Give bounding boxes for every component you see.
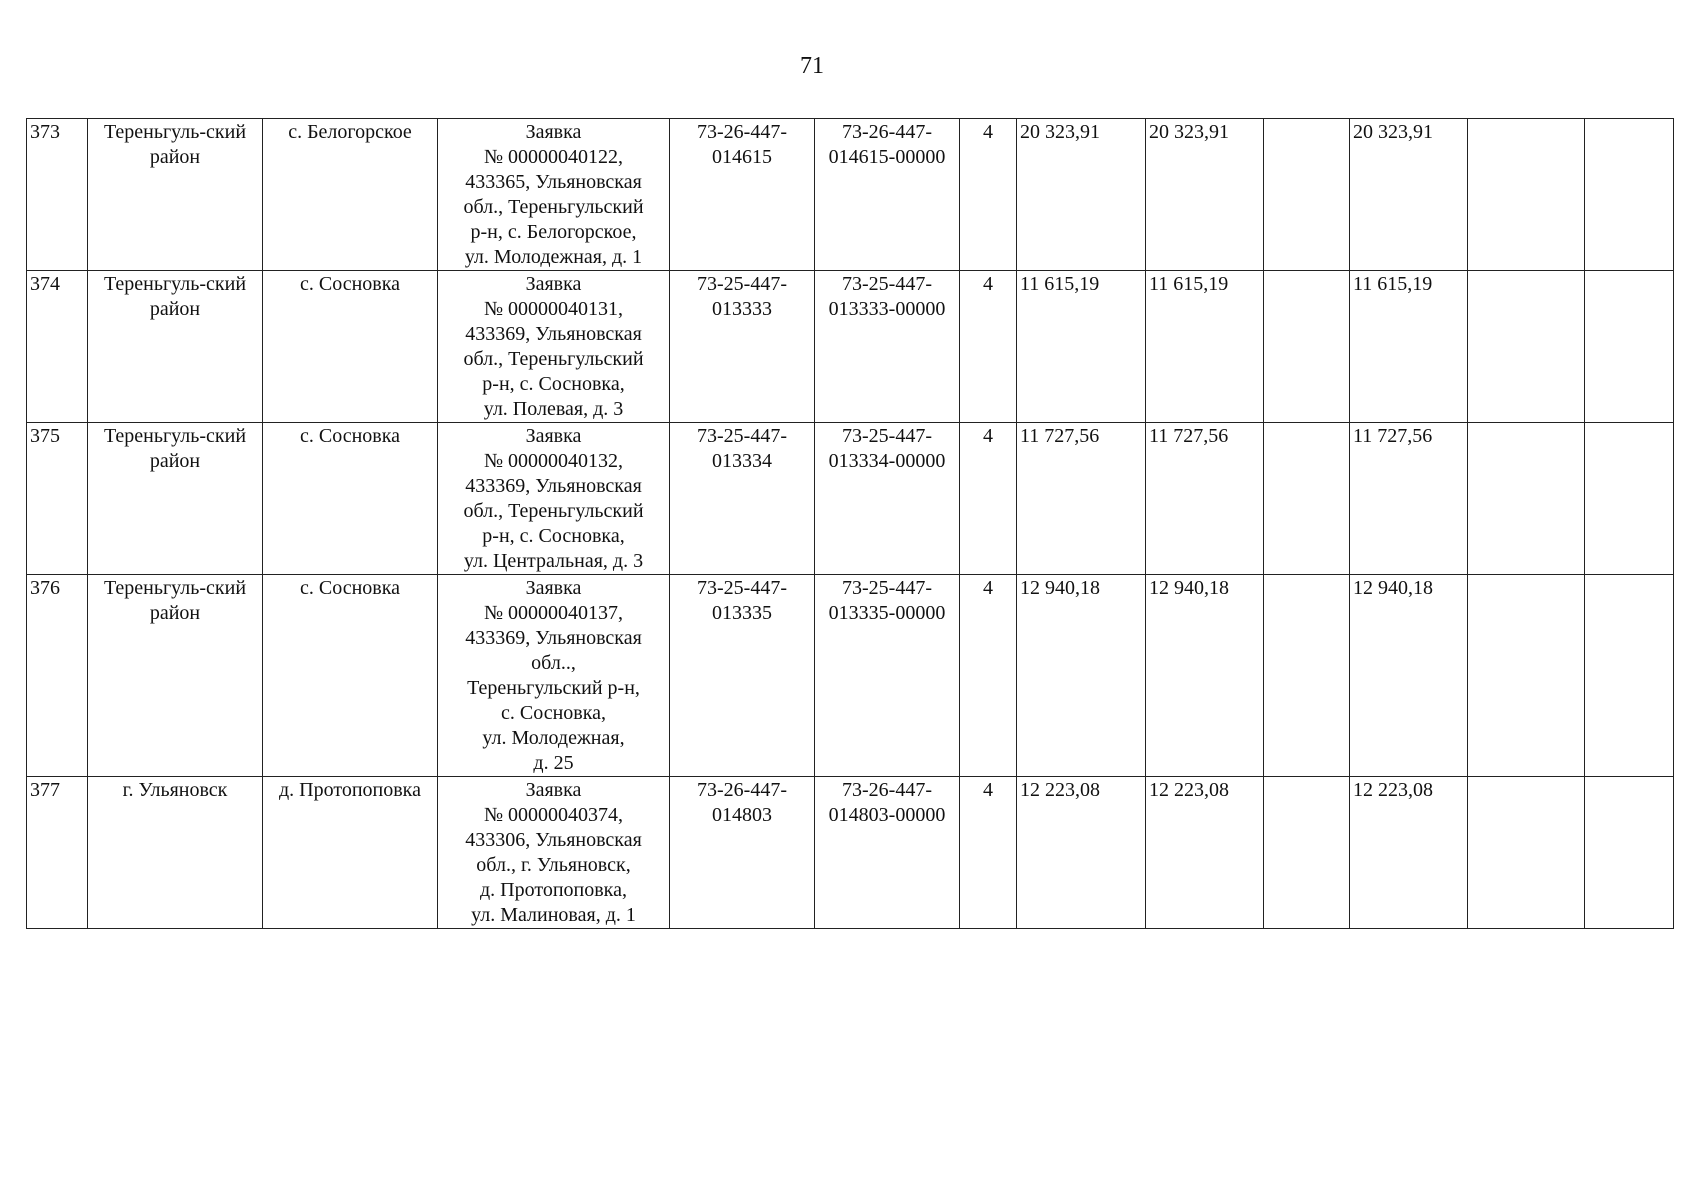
amount-3-cell: 11 615,19 bbox=[1350, 271, 1468, 423]
address-line: обл., Тереньгульский bbox=[463, 196, 644, 218]
address-line: ул. Центральная, д. 3 bbox=[463, 550, 644, 572]
empty-cell bbox=[1468, 777, 1585, 929]
cadastral-code-cell: 73-25-447-013335 bbox=[670, 575, 815, 777]
cadastral-code-cell: 73-26-447-014615 bbox=[670, 119, 815, 271]
cadastral-code-cell: 73-25-447-013333 bbox=[670, 271, 815, 423]
address-line: 433306, Ульяновская bbox=[465, 829, 642, 851]
amount-cell: 12 223,08 bbox=[1017, 777, 1146, 929]
cadastral-code-cell: 73-25-447-013334 bbox=[670, 423, 815, 575]
district-cell: Тереньгуль-ский район bbox=[88, 423, 263, 575]
amount-2-cell: 12 940,18 bbox=[1146, 575, 1264, 777]
address-line: обл.., bbox=[531, 652, 576, 674]
address-line: 433369, Ульяновская bbox=[465, 323, 642, 345]
district-cell: Тереньгуль-ский район bbox=[88, 271, 263, 423]
quantity-cell: 4 bbox=[960, 119, 1017, 271]
address-cell bbox=[438, 777, 670, 929]
row-number-cell: 375 bbox=[27, 423, 88, 575]
address-cell bbox=[438, 575, 670, 777]
empty-cell bbox=[1264, 423, 1350, 575]
empty-cell bbox=[1264, 575, 1350, 777]
address-line: Тереньгульский р-н, bbox=[467, 677, 640, 699]
empty-cell bbox=[1585, 423, 1674, 575]
address-line: ул. Молодежная, bbox=[482, 727, 625, 749]
page-number: 71 bbox=[800, 53, 824, 79]
full-code-cell: 73-25-447-013333-00000 bbox=[815, 271, 960, 423]
empty-cell bbox=[1585, 271, 1674, 423]
address-line: ул. Полевая, д. 3 bbox=[483, 398, 624, 420]
quantity-cell: 4 bbox=[960, 271, 1017, 423]
row-number-cell: 377 bbox=[27, 777, 88, 929]
address-cell bbox=[438, 271, 670, 423]
address-line: 433369, Ульяновская bbox=[465, 475, 642, 497]
address-line: 433365, Ульяновская bbox=[465, 171, 642, 193]
address-line: Заявка bbox=[525, 425, 582, 447]
amount-3-cell: 12 940,18 bbox=[1350, 575, 1468, 777]
row-number-cell: 374 bbox=[27, 271, 88, 423]
quantity-cell: 4 bbox=[960, 423, 1017, 575]
address-line: с. Сосновка, bbox=[500, 702, 607, 724]
registry-table bbox=[26, 118, 1674, 929]
amount-2-cell: 11 727,56 bbox=[1146, 423, 1264, 575]
table-row bbox=[27, 119, 1674, 271]
amount-cell: 11 727,56 bbox=[1017, 423, 1146, 575]
address-line: ул. Молодежная, д. 1 bbox=[464, 246, 643, 268]
amount-cell: 12 940,18 bbox=[1017, 575, 1146, 777]
address-line: № 00000040132, bbox=[483, 450, 624, 472]
address-line: обл., Тереньгульский bbox=[463, 500, 644, 522]
row-number-cell: 376 bbox=[27, 575, 88, 777]
table-row bbox=[27, 423, 1674, 575]
locality-cell: с. Сосновка bbox=[263, 575, 438, 777]
address-line: р-н, с. Белогорское, bbox=[470, 221, 637, 243]
empty-cell bbox=[1468, 423, 1585, 575]
address-line: Заявка bbox=[525, 273, 582, 295]
row-number-cell: 373 bbox=[27, 119, 88, 271]
address-line: Заявка bbox=[525, 779, 582, 801]
address-line: Заявка bbox=[525, 577, 582, 599]
address-cell bbox=[438, 119, 670, 271]
empty-cell bbox=[1468, 119, 1585, 271]
table-row bbox=[27, 575, 1674, 777]
address-line: обл., Тереньгульский bbox=[463, 348, 644, 370]
locality-cell: с. Сосновка bbox=[263, 423, 438, 575]
amount-3-cell: 20 323,91 bbox=[1350, 119, 1468, 271]
full-code-cell: 73-25-447-013334-00000 bbox=[815, 423, 960, 575]
address-line: ул. Малиновая, д. 1 bbox=[471, 904, 636, 926]
amount-3-cell: 12 223,08 bbox=[1350, 777, 1468, 929]
full-code-cell: 73-25-447-013335-00000 bbox=[815, 575, 960, 777]
address-line: № 00000040374, bbox=[483, 804, 624, 826]
amount-2-cell: 20 323,91 bbox=[1146, 119, 1264, 271]
amount-cell: 11 615,19 bbox=[1017, 271, 1146, 423]
amount-2-cell: 11 615,19 bbox=[1146, 271, 1264, 423]
address-line: д. Протопоповка, bbox=[480, 879, 627, 901]
address-line: р-н, с. Сосновка, bbox=[482, 373, 625, 395]
address-line: обл., г. Ульяновск, bbox=[476, 854, 631, 876]
quantity-cell: 4 bbox=[960, 777, 1017, 929]
empty-cell bbox=[1264, 119, 1350, 271]
district-cell: г. Ульяновск bbox=[88, 777, 263, 929]
locality-cell: д. Протопоповка bbox=[263, 777, 438, 929]
full-code-cell: 73-26-447-014615-00000 bbox=[815, 119, 960, 271]
district-cell: Тереньгуль-ский район bbox=[88, 119, 263, 271]
address-line: 433369, Ульяновская bbox=[465, 627, 642, 649]
address-line: № 00000040131, bbox=[483, 298, 624, 320]
locality-cell: с. Белогорское bbox=[263, 119, 438, 271]
empty-cell bbox=[1264, 777, 1350, 929]
empty-cell bbox=[1585, 575, 1674, 777]
amount-2-cell: 12 223,08 bbox=[1146, 777, 1264, 929]
address-line: № 00000040122, bbox=[483, 146, 624, 168]
address-line: д. 25 bbox=[533, 752, 574, 774]
empty-cell bbox=[1468, 575, 1585, 777]
address-line: № 00000040137, bbox=[483, 602, 624, 624]
amount-cell: 20 323,91 bbox=[1017, 119, 1146, 271]
empty-cell bbox=[1264, 271, 1350, 423]
quantity-cell: 4 bbox=[960, 575, 1017, 777]
table-row bbox=[27, 271, 1674, 423]
table-row bbox=[27, 777, 1674, 929]
empty-cell bbox=[1468, 271, 1585, 423]
district-cell: Тереньгуль-ский район bbox=[88, 575, 263, 777]
cadastral-code-cell: 73-26-447-014803 bbox=[670, 777, 815, 929]
address-line: р-н, с. Сосновка, bbox=[482, 525, 625, 547]
amount-3-cell: 11 727,56 bbox=[1350, 423, 1468, 575]
address-cell bbox=[438, 423, 670, 575]
full-code-cell: 73-26-447-014803-00000 bbox=[815, 777, 960, 929]
empty-cell bbox=[1585, 777, 1674, 929]
locality-cell: с. Сосновка bbox=[263, 271, 438, 423]
table-body bbox=[27, 119, 1674, 929]
empty-cell bbox=[1585, 119, 1674, 271]
address-line: Заявка bbox=[525, 121, 582, 143]
